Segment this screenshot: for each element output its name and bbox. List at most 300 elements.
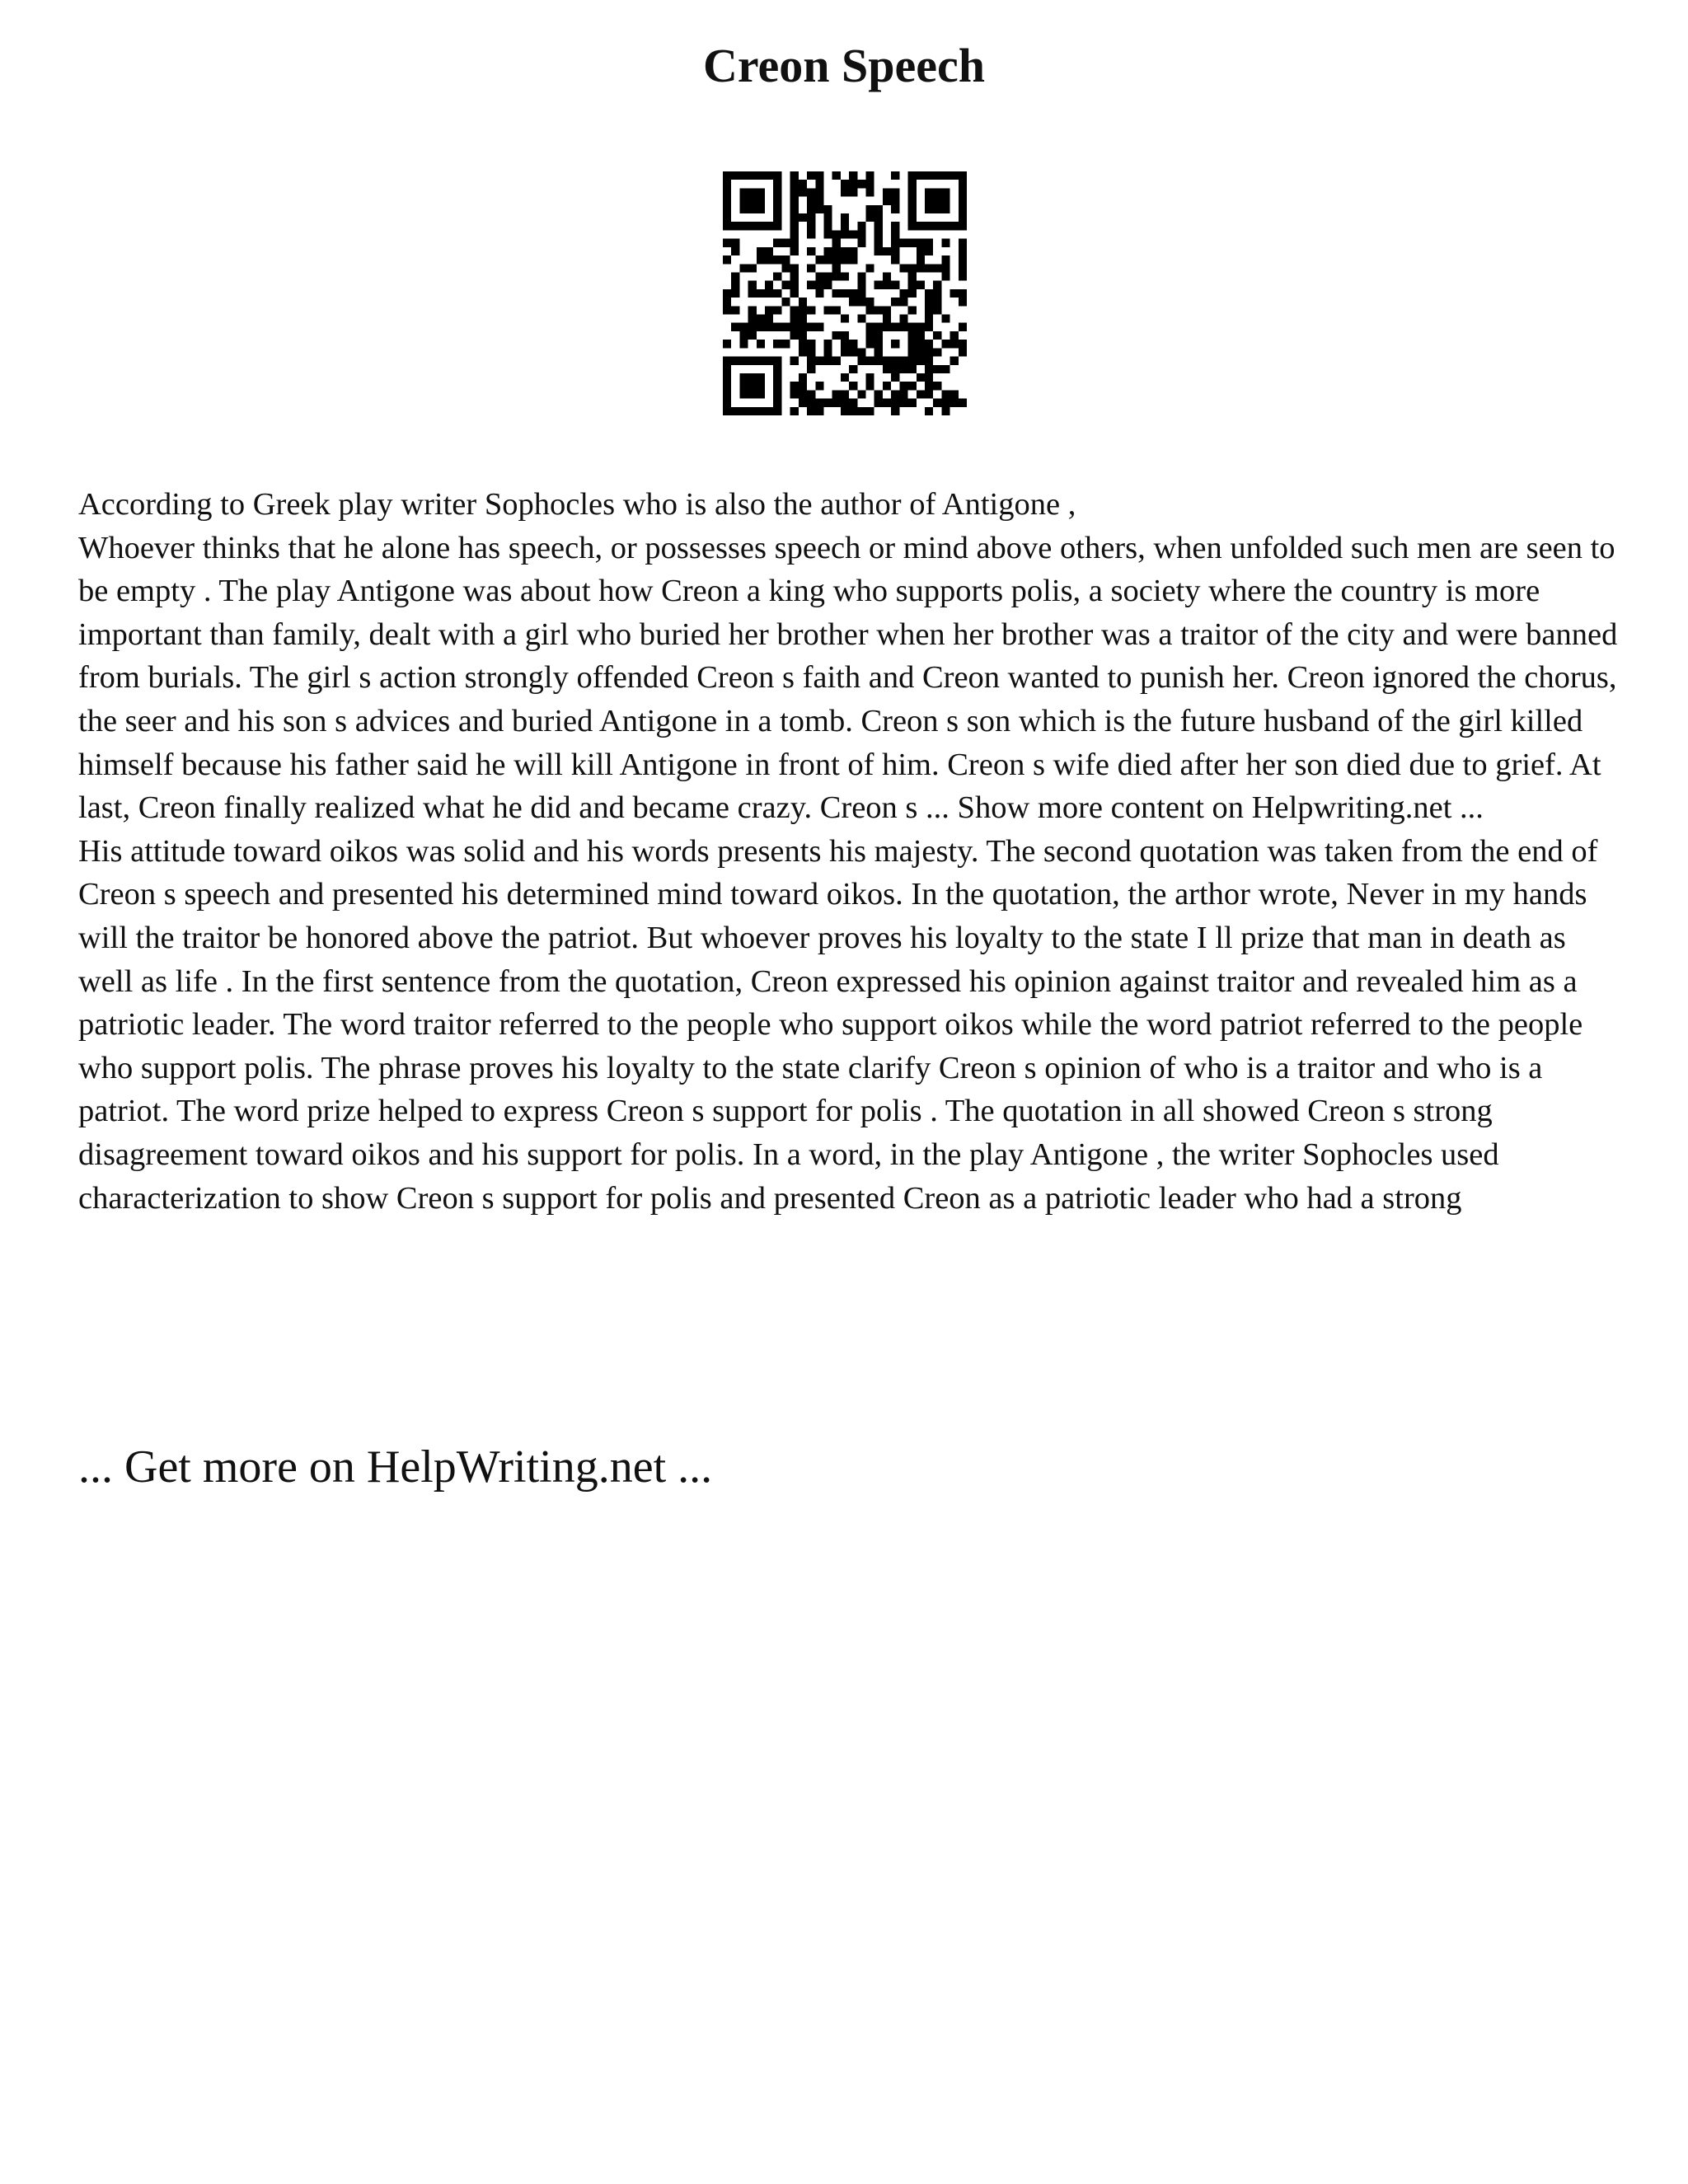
qr-module bbox=[908, 188, 917, 196]
qr-module bbox=[739, 323, 748, 331]
qr-module bbox=[723, 197, 731, 205]
qr-module bbox=[857, 315, 865, 323]
qr-module bbox=[790, 390, 799, 398]
qr-module bbox=[917, 348, 925, 356]
qr-module bbox=[739, 171, 748, 180]
qr-module bbox=[857, 272, 865, 280]
qr-module bbox=[925, 289, 933, 298]
qr-module bbox=[908, 306, 917, 314]
qr-module bbox=[841, 230, 849, 238]
qr-module bbox=[874, 281, 883, 289]
qr-module bbox=[723, 357, 731, 365]
qr-module bbox=[883, 197, 891, 205]
qr-module bbox=[950, 331, 959, 340]
qr-module bbox=[891, 323, 899, 331]
qr-module bbox=[790, 281, 799, 289]
qr-module bbox=[841, 399, 849, 407]
qr-module bbox=[781, 340, 790, 348]
qr-module bbox=[723, 171, 731, 180]
qr-module bbox=[823, 340, 832, 348]
qr-module bbox=[815, 255, 823, 264]
qr-module bbox=[857, 390, 865, 398]
qr-module bbox=[874, 348, 883, 356]
qr-module bbox=[807, 188, 815, 196]
qr-module bbox=[773, 197, 781, 205]
qr-code-icon bbox=[723, 171, 967, 415]
qr-module bbox=[823, 306, 832, 314]
article-body bbox=[78, 483, 1628, 1220]
qr-module bbox=[832, 247, 841, 255]
qr-module bbox=[799, 213, 807, 222]
qr-module bbox=[739, 331, 748, 340]
qr-module bbox=[790, 272, 799, 280]
qr-module bbox=[739, 222, 748, 230]
qr-module bbox=[908, 357, 917, 365]
qr-module bbox=[823, 357, 832, 365]
qr-module bbox=[933, 399, 941, 407]
qr-module bbox=[799, 373, 807, 382]
qr-module bbox=[941, 365, 950, 373]
qr-module bbox=[891, 357, 899, 365]
qr-module bbox=[941, 205, 950, 213]
qr-module bbox=[866, 331, 874, 340]
qr-module bbox=[883, 365, 891, 373]
qr-module bbox=[765, 281, 773, 289]
qr-module bbox=[933, 306, 941, 314]
qr-module bbox=[731, 407, 739, 415]
qr-module bbox=[925, 306, 933, 314]
qr-module bbox=[748, 331, 757, 340]
qr-module bbox=[748, 188, 757, 196]
qr-module bbox=[908, 340, 917, 348]
qr-module bbox=[731, 289, 739, 298]
qr-module bbox=[908, 171, 917, 180]
qr-module bbox=[874, 399, 883, 407]
qr-module bbox=[925, 188, 933, 196]
qr-module bbox=[790, 230, 799, 238]
qr-module bbox=[959, 205, 967, 213]
qr-module bbox=[832, 390, 841, 398]
qr-module bbox=[917, 281, 925, 289]
qr-module bbox=[815, 289, 823, 298]
qr-module bbox=[908, 180, 917, 188]
qr-module bbox=[739, 407, 748, 415]
qr-module bbox=[773, 399, 781, 407]
qr-module bbox=[891, 205, 899, 213]
qr-module bbox=[891, 255, 899, 264]
qr-module bbox=[790, 205, 799, 213]
qr-module bbox=[790, 222, 799, 230]
qr-module bbox=[941, 390, 950, 398]
qr-module bbox=[739, 205, 748, 213]
qr-module bbox=[773, 255, 781, 264]
paragraph-intro: According to Greek play writer Sophocles who is also the author of Antigone , bbox=[78, 487, 1076, 522]
qr-module bbox=[799, 323, 807, 331]
qr-module bbox=[841, 247, 849, 255]
qr-module bbox=[883, 382, 891, 390]
qr-module bbox=[832, 399, 841, 407]
qr-module bbox=[908, 289, 917, 298]
qr-module bbox=[807, 365, 815, 373]
qr-module bbox=[773, 213, 781, 222]
qr-module bbox=[866, 298, 874, 306]
qr-module bbox=[832, 272, 841, 280]
qr-module bbox=[908, 399, 917, 407]
qr-module bbox=[723, 407, 731, 415]
qr-module bbox=[908, 197, 917, 205]
qr-module bbox=[790, 407, 799, 415]
qr-module bbox=[925, 298, 933, 306]
qr-module bbox=[832, 171, 841, 180]
qr-module bbox=[773, 382, 781, 390]
qr-module bbox=[941, 171, 950, 180]
qr-module bbox=[883, 247, 891, 255]
qr-module bbox=[773, 323, 781, 331]
qr-module bbox=[773, 407, 781, 415]
qr-module bbox=[883, 188, 891, 196]
qr-module bbox=[849, 255, 857, 264]
qr-module bbox=[925, 315, 933, 323]
qr-module bbox=[874, 390, 883, 398]
qr-module bbox=[941, 255, 950, 264]
qr-module bbox=[941, 264, 950, 272]
qr-module bbox=[832, 331, 841, 340]
qr-module bbox=[773, 306, 781, 314]
qr-module bbox=[790, 188, 799, 196]
qr-module bbox=[757, 205, 765, 213]
qr-module bbox=[959, 264, 967, 272]
qr-module bbox=[723, 205, 731, 213]
qr-module bbox=[959, 171, 967, 180]
qr-module bbox=[899, 298, 907, 306]
qr-module bbox=[832, 255, 841, 264]
qr-module bbox=[757, 255, 765, 264]
qr-module bbox=[773, 357, 781, 365]
qr-module bbox=[941, 197, 950, 205]
qr-module bbox=[773, 205, 781, 213]
qr-module bbox=[849, 365, 857, 373]
qr-module bbox=[891, 373, 899, 382]
qr-module bbox=[807, 222, 815, 230]
qr-module bbox=[883, 323, 891, 331]
qr-module bbox=[883, 357, 891, 365]
qr-module bbox=[925, 365, 933, 373]
qr-module bbox=[891, 365, 899, 373]
qr-module bbox=[857, 357, 865, 365]
qr-module bbox=[925, 407, 933, 415]
qr-module bbox=[908, 264, 917, 272]
qr-module bbox=[908, 348, 917, 356]
qr-module bbox=[790, 323, 799, 331]
qr-module bbox=[823, 213, 832, 222]
qr-module bbox=[959, 348, 967, 356]
qr-module bbox=[815, 357, 823, 365]
qr-module bbox=[799, 331, 807, 340]
qr-module bbox=[874, 323, 883, 331]
qr-module bbox=[731, 281, 739, 289]
qr-module bbox=[959, 272, 967, 280]
qr-module bbox=[874, 247, 883, 255]
qr-module bbox=[807, 230, 815, 238]
qr-module bbox=[849, 289, 857, 298]
qr-module bbox=[739, 373, 748, 382]
qr-module bbox=[899, 239, 907, 247]
qr-module bbox=[959, 255, 967, 264]
qr-module bbox=[933, 289, 941, 298]
qr-module bbox=[799, 382, 807, 390]
qr-module bbox=[874, 340, 883, 348]
qr-module bbox=[891, 247, 899, 255]
qr-module bbox=[731, 272, 739, 280]
qr-module bbox=[933, 331, 941, 340]
qr-module bbox=[891, 171, 899, 180]
qr-module bbox=[773, 180, 781, 188]
qr-module bbox=[765, 357, 773, 365]
qr-module bbox=[959, 239, 967, 247]
qr-module bbox=[832, 289, 841, 298]
qr-module bbox=[823, 348, 832, 356]
qr-module bbox=[781, 255, 790, 264]
qr-module bbox=[773, 340, 781, 348]
qr-module bbox=[899, 382, 907, 390]
qr-module bbox=[849, 298, 857, 306]
qr-module bbox=[874, 306, 883, 314]
qr-module bbox=[739, 340, 748, 348]
qr-module bbox=[891, 407, 899, 415]
qr-module bbox=[959, 188, 967, 196]
qr-module bbox=[841, 340, 849, 348]
qr-module bbox=[849, 180, 857, 188]
qr-module bbox=[748, 390, 757, 398]
qr-module bbox=[723, 188, 731, 196]
qr-module bbox=[773, 239, 781, 247]
qr-module bbox=[723, 239, 731, 247]
qr-module bbox=[933, 222, 941, 230]
qr-module bbox=[731, 222, 739, 230]
qr-module bbox=[891, 188, 899, 196]
qr-module bbox=[933, 298, 941, 306]
qr-module bbox=[723, 365, 731, 373]
qr-module bbox=[908, 222, 917, 230]
qr-module bbox=[757, 382, 765, 390]
qr-module bbox=[917, 373, 925, 382]
qr-module bbox=[739, 357, 748, 365]
qr-module bbox=[757, 188, 765, 196]
qr-module bbox=[815, 272, 823, 280]
qr-module bbox=[757, 407, 765, 415]
qr-module bbox=[757, 289, 765, 298]
qr-module bbox=[925, 171, 933, 180]
qr-module bbox=[959, 399, 967, 407]
qr-module bbox=[739, 264, 748, 272]
qr-module bbox=[723, 373, 731, 382]
qr-module bbox=[841, 213, 849, 222]
qr-module bbox=[815, 399, 823, 407]
qr-module bbox=[925, 264, 933, 272]
qr-module bbox=[925, 239, 933, 247]
qr-module bbox=[739, 390, 748, 398]
qr-module bbox=[815, 407, 823, 415]
qr-module bbox=[891, 239, 899, 247]
qr-module bbox=[723, 180, 731, 188]
qr-module bbox=[857, 298, 865, 306]
qr-module bbox=[790, 289, 799, 298]
qr-module bbox=[959, 222, 967, 230]
qr-module bbox=[799, 399, 807, 407]
qr-module bbox=[908, 205, 917, 213]
qr-module bbox=[841, 289, 849, 298]
qr-module bbox=[866, 264, 874, 272]
qr-module bbox=[917, 222, 925, 230]
qr-module bbox=[841, 390, 849, 398]
qr-module bbox=[765, 407, 773, 415]
qr-module bbox=[765, 289, 773, 298]
qr-module bbox=[857, 222, 865, 230]
qr-module bbox=[899, 315, 907, 323]
qr-module bbox=[832, 230, 841, 238]
qr-module bbox=[941, 315, 950, 323]
qr-module bbox=[757, 390, 765, 398]
qr-module bbox=[841, 373, 849, 382]
qr-module bbox=[941, 399, 950, 407]
qr-module bbox=[748, 222, 757, 230]
qr-module bbox=[950, 357, 959, 365]
qr-module bbox=[866, 373, 874, 382]
qr-module bbox=[866, 213, 874, 222]
qr-module bbox=[933, 264, 941, 272]
qr-module bbox=[925, 348, 933, 356]
qr-module bbox=[773, 390, 781, 398]
paragraph-summary: Whoever thinks that he alone has speech, or possesses speech or mind above others, when unfolded such men are seen to be empty . The play Antigone was about how Creon a king who supports polis, a society where the country is more important than family, dealt with a girl who buried her brother when her brother was a traitor of the city and were banned from burials. The girl s action strongly offended Creon s faith and Creon wanted to punish her. Creon ignored the chorus, the seer and his son s advices and buried Antigone in a tomb. Creon s son which is the future husband of the girl killed himself because his father said he will kill Antigone in front of him. Creon s wife died after her son died due to grief. At last, Creon finally realized what he did and became crazy. Creon s ... Show more content on Helpwriting.net ... bbox=[78, 530, 1618, 826]
qr-module bbox=[950, 222, 959, 230]
qr-module bbox=[765, 315, 773, 323]
qr-module bbox=[849, 407, 857, 415]
qr-module bbox=[866, 382, 874, 390]
qr-module bbox=[807, 171, 815, 180]
qr-module bbox=[815, 171, 823, 180]
qr-module bbox=[799, 180, 807, 188]
qr-module bbox=[866, 323, 874, 331]
qr-module bbox=[841, 255, 849, 264]
qr-module bbox=[757, 323, 765, 331]
qr-module bbox=[841, 272, 849, 280]
qr-module bbox=[723, 399, 731, 407]
qr-module bbox=[790, 171, 799, 180]
qr-module bbox=[941, 222, 950, 230]
qr-module bbox=[866, 205, 874, 213]
qr-module bbox=[832, 264, 841, 272]
qr-module bbox=[748, 289, 757, 298]
qr-module bbox=[799, 306, 807, 314]
qr-module bbox=[823, 247, 832, 255]
qr-module bbox=[883, 315, 891, 323]
qr-module bbox=[815, 205, 823, 213]
qr-module bbox=[815, 188, 823, 196]
qr-module bbox=[748, 373, 757, 382]
get-more-link[interactable]: ... Get more on HelpWriting.net ... bbox=[78, 1441, 713, 1493]
qr-module bbox=[933, 365, 941, 373]
qr-module bbox=[891, 340, 899, 348]
qr-module bbox=[815, 197, 823, 205]
qr-module bbox=[790, 197, 799, 205]
qr-module bbox=[891, 197, 899, 205]
qr-module bbox=[950, 399, 959, 407]
qr-module bbox=[781, 298, 790, 306]
qr-module bbox=[773, 272, 781, 280]
qr-module bbox=[941, 407, 950, 415]
qr-module bbox=[899, 390, 907, 398]
qr-module bbox=[807, 340, 815, 348]
qr-module bbox=[857, 180, 865, 188]
qr-module bbox=[933, 348, 941, 356]
qr-module bbox=[823, 255, 832, 264]
qr-module bbox=[790, 213, 799, 222]
qr-module bbox=[748, 281, 757, 289]
qr-module bbox=[723, 289, 731, 298]
qr-module bbox=[925, 222, 933, 230]
qr-module bbox=[790, 180, 799, 188]
qr-module bbox=[908, 323, 917, 331]
qr-module bbox=[941, 188, 950, 196]
qr-module bbox=[849, 188, 857, 196]
qr-module bbox=[723, 222, 731, 230]
qr-module bbox=[841, 331, 849, 340]
qr-module bbox=[899, 357, 907, 365]
qr-module bbox=[823, 272, 832, 280]
qr-module bbox=[925, 382, 933, 390]
qr-module bbox=[765, 255, 773, 264]
qr-module bbox=[917, 323, 925, 331]
qr-module bbox=[823, 222, 832, 230]
qr-module bbox=[941, 239, 950, 247]
qr-module bbox=[899, 323, 907, 331]
qr-module bbox=[941, 340, 950, 348]
qr-module bbox=[874, 331, 883, 340]
qr-module bbox=[908, 365, 917, 373]
qr-module bbox=[807, 281, 815, 289]
qr-module bbox=[849, 230, 857, 238]
qr-module bbox=[959, 247, 967, 255]
qr-module bbox=[849, 340, 857, 348]
qr-module bbox=[731, 357, 739, 365]
qr-module bbox=[765, 323, 773, 331]
qr-module bbox=[908, 272, 917, 280]
qr-module bbox=[823, 281, 832, 289]
qr-module bbox=[959, 289, 967, 298]
qr-module bbox=[874, 357, 883, 365]
qr-module bbox=[757, 222, 765, 230]
qr-module bbox=[807, 306, 815, 314]
qr-module bbox=[874, 213, 883, 222]
qr-module bbox=[933, 382, 941, 390]
qr-module bbox=[773, 171, 781, 180]
qr-module bbox=[908, 213, 917, 222]
qr-module bbox=[908, 281, 917, 289]
qr-module bbox=[807, 348, 815, 356]
qr-module bbox=[807, 205, 815, 213]
qr-module bbox=[799, 315, 807, 323]
qr-module bbox=[832, 357, 841, 365]
qr-module bbox=[866, 306, 874, 314]
qr-module bbox=[765, 306, 773, 314]
qr-module bbox=[959, 197, 967, 205]
qr-module bbox=[731, 323, 739, 331]
qr-module bbox=[908, 382, 917, 390]
qr-module bbox=[925, 340, 933, 348]
qr-module bbox=[866, 171, 874, 180]
qr-module bbox=[866, 340, 874, 348]
qr-module bbox=[723, 340, 731, 348]
